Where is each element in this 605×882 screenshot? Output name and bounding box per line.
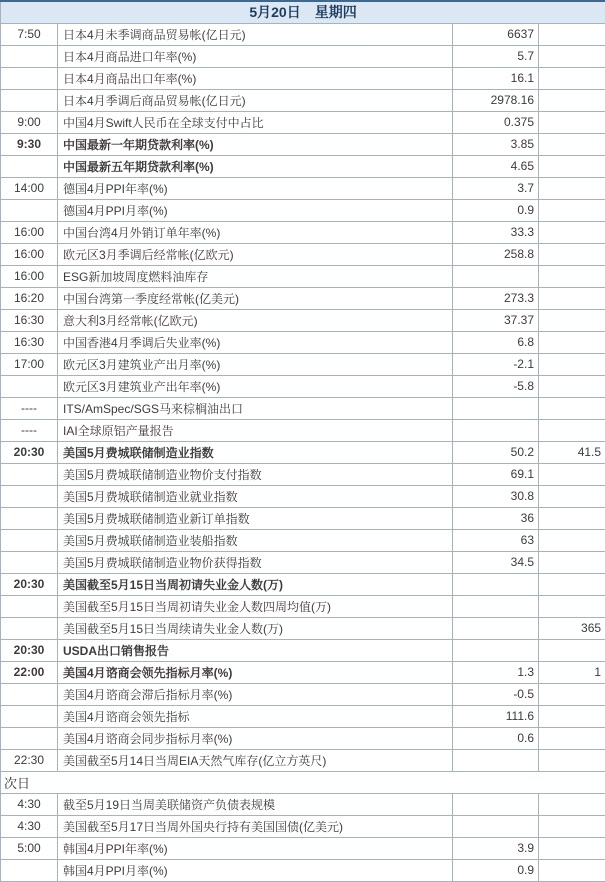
event-label: 美国5月费城联储制造业装船指数 <box>58 529 453 551</box>
time-cell <box>1 617 58 639</box>
event-label: IAI全球原铝产量报告 <box>58 419 453 441</box>
table-row <box>1 45 605 67</box>
actual-value-cell: -5.8 <box>453 375 539 397</box>
actual-value-cell <box>453 815 539 837</box>
time-cell <box>1 683 58 705</box>
secondary-value-cell <box>539 243 605 265</box>
table-row <box>1 265 605 287</box>
secondary-value-cell <box>539 375 605 397</box>
secondary-value-cell <box>539 309 605 331</box>
actual-value-cell: 63 <box>453 529 539 551</box>
table-row <box>1 111 605 133</box>
event-label: 欧元区3月建筑业产出年率(%) <box>58 375 453 397</box>
time-cell: 14:00 <box>1 177 58 199</box>
actual-value-cell: 6.8 <box>453 331 539 353</box>
secondary-value-cell <box>539 133 605 155</box>
secondary-value-cell <box>539 287 605 309</box>
actual-value-cell: 3.7 <box>453 177 539 199</box>
event-label: 美国5月费城联储制造业指数 <box>58 441 453 463</box>
event-label: 美国截至5月17日当周外国央行持有美国国债(亿美元) <box>58 815 453 837</box>
event-label: 日本4月商品进口年率(%) <box>58 45 453 67</box>
table-row <box>1 727 605 749</box>
table-row <box>1 177 605 199</box>
event-label: 截至5月19日当周美联储资产负债表规模 <box>58 793 453 815</box>
table-row <box>1 705 605 727</box>
actual-value-cell: 37.37 <box>453 309 539 331</box>
time-cell <box>1 859 58 881</box>
table-row <box>1 155 605 177</box>
actual-value-cell: 69.1 <box>453 463 539 485</box>
event-label: 德国4月PPI月率(%) <box>58 199 453 221</box>
time-cell <box>1 375 58 397</box>
time-cell: 7:50 <box>1 23 58 45</box>
secondary-value-cell <box>539 419 605 441</box>
event-label: 美国截至5月14日当周EIA天然气库存(亿立方英尺) <box>58 749 453 771</box>
secondary-value-cell <box>539 45 605 67</box>
secondary-value-cell <box>539 507 605 529</box>
secondary-value-cell <box>539 639 605 661</box>
event-label: 美国5月费城联储制造业物价支付指数 <box>58 463 453 485</box>
time-cell <box>1 705 58 727</box>
secondary-value-cell <box>539 859 605 881</box>
secondary-value-cell <box>539 485 605 507</box>
actual-value-cell: 0.375 <box>453 111 539 133</box>
time-cell: 5:00 <box>1 837 58 859</box>
table-row <box>1 859 605 881</box>
time-cell: 4:30 <box>1 793 58 815</box>
secondary-value-cell <box>539 265 605 287</box>
event-label: 中国台湾4月外销订单年率(%) <box>58 221 453 243</box>
table-row <box>1 749 605 771</box>
actual-value-cell: 36 <box>453 507 539 529</box>
actual-value-cell: 0.9 <box>453 199 539 221</box>
event-label: 日本4月未季调商品贸易帐(亿日元) <box>58 23 453 45</box>
secondary-value-cell <box>539 353 605 375</box>
table-row <box>1 507 605 529</box>
secondary-value-cell <box>539 815 605 837</box>
time-cell <box>1 507 58 529</box>
event-label: 美国截至5月15日当周初请失业金人数(万) <box>58 573 453 595</box>
event-label: 美国4月谘商会滞后指标月率(%) <box>58 683 453 705</box>
event-label: 中国4月Swift人民币在全球支付中占比 <box>58 111 453 133</box>
event-label: 德国4月PPI年率(%) <box>58 177 453 199</box>
section-label: 次日 <box>1 771 605 793</box>
table-row <box>1 89 605 111</box>
table-row <box>1 287 605 309</box>
table-row <box>1 529 605 551</box>
time-cell <box>1 155 58 177</box>
event-label: 美国4月谘商会领先指标 <box>58 705 453 727</box>
table-row <box>1 243 605 265</box>
table-row <box>1 221 605 243</box>
actual-value-cell: -2.1 <box>453 353 539 375</box>
secondary-value-cell: 41.5 <box>539 441 605 463</box>
event-label: 美国4月谘商会同步指标月率(%) <box>58 727 453 749</box>
time-cell: 16:00 <box>1 265 58 287</box>
time-cell: ---- <box>1 397 58 419</box>
actual-value-cell: 6637 <box>453 23 539 45</box>
table-row <box>1 353 605 375</box>
secondary-value-cell <box>539 551 605 573</box>
secondary-value-cell <box>539 199 605 221</box>
secondary-value-cell <box>539 155 605 177</box>
secondary-value-cell <box>539 683 605 705</box>
time-cell: 20:30 <box>1 441 58 463</box>
secondary-value-cell <box>539 67 605 89</box>
secondary-value-cell <box>539 111 605 133</box>
actual-value-cell <box>453 397 539 419</box>
table-row <box>1 485 605 507</box>
actual-value-cell: 30.8 <box>453 485 539 507</box>
table-row <box>1 595 605 617</box>
secondary-value-cell <box>539 595 605 617</box>
actual-value-cell: 16.1 <box>453 67 539 89</box>
secondary-value-cell: 365 <box>539 617 605 639</box>
actual-value-cell <box>453 265 539 287</box>
actual-value-cell: 33.3 <box>453 221 539 243</box>
table-row <box>1 463 605 485</box>
secondary-value-cell <box>539 463 605 485</box>
time-cell <box>1 727 58 749</box>
time-cell: 4:30 <box>1 815 58 837</box>
table-row <box>1 375 605 397</box>
event-label: 中国最新一年期贷款利率(%) <box>58 133 453 155</box>
secondary-value-cell <box>539 89 605 111</box>
actual-value-cell: 3.85 <box>453 133 539 155</box>
time-cell: ---- <box>1 419 58 441</box>
table-row <box>1 309 605 331</box>
event-label: 韩国4月PPI年率(%) <box>58 837 453 859</box>
table-row <box>1 793 605 815</box>
actual-value-cell: 258.8 <box>453 243 539 265</box>
event-label: 欧元区3月季调后经常帐(亿欧元) <box>58 243 453 265</box>
actual-value-cell: 50.2 <box>453 441 539 463</box>
time-cell: 16:00 <box>1 243 58 265</box>
time-cell: 16:20 <box>1 287 58 309</box>
table-row <box>1 199 605 221</box>
section-divider-row <box>1 771 605 793</box>
secondary-value-cell <box>539 573 605 595</box>
date-header-row <box>1 1 605 23</box>
actual-value-cell: 2978.16 <box>453 89 539 111</box>
table-row <box>1 837 605 859</box>
table-row <box>1 551 605 573</box>
time-cell <box>1 67 58 89</box>
actual-value-cell: 4.65 <box>453 155 539 177</box>
secondary-value-cell <box>539 529 605 551</box>
event-label: 中国台湾第一季度经常帐(亿美元) <box>58 287 453 309</box>
time-cell <box>1 199 58 221</box>
event-label: 日本4月季调后商品贸易帐(亿日元) <box>58 89 453 111</box>
secondary-value-cell <box>539 331 605 353</box>
table-row <box>1 683 605 705</box>
table-row <box>1 419 605 441</box>
secondary-value-cell <box>539 749 605 771</box>
actual-value-cell <box>453 419 539 441</box>
time-cell: 22:00 <box>1 661 58 683</box>
calendar-body <box>1 1 605 881</box>
table-row <box>1 441 605 463</box>
event-label: 中国香港4月季调后失业率(%) <box>58 331 453 353</box>
actual-value-cell <box>453 617 539 639</box>
time-cell <box>1 595 58 617</box>
secondary-value-cell <box>539 793 605 815</box>
event-label: 美国截至5月15日当周初请失业金人数四周均值(万) <box>58 595 453 617</box>
event-label: 美国4月谘商会领先指标月率(%) <box>58 661 453 683</box>
actual-value-cell: 5.7 <box>453 45 539 67</box>
event-label: 意大利3月经常帐(亿欧元) <box>58 309 453 331</box>
event-label: 美国5月费城联储制造业新订单指数 <box>58 507 453 529</box>
actual-value-cell: 34.5 <box>453 551 539 573</box>
actual-value-cell <box>453 573 539 595</box>
secondary-value-cell: 1 <box>539 661 605 683</box>
actual-value-cell <box>453 595 539 617</box>
actual-value-cell: 3.9 <box>453 837 539 859</box>
secondary-value-cell <box>539 177 605 199</box>
time-cell: 16:30 <box>1 309 58 331</box>
actual-value-cell <box>453 793 539 815</box>
time-cell <box>1 485 58 507</box>
time-cell: 20:30 <box>1 573 58 595</box>
table-row <box>1 815 605 837</box>
table-row <box>1 661 605 683</box>
time-cell <box>1 551 58 573</box>
time-cell: 20:30 <box>1 639 58 661</box>
actual-value-cell <box>453 749 539 771</box>
event-label: 美国截至5月15日当周续请失业金人数(万) <box>58 617 453 639</box>
actual-value-cell: 273.3 <box>453 287 539 309</box>
actual-value-cell: 111.6 <box>453 705 539 727</box>
secondary-value-cell <box>539 221 605 243</box>
secondary-value-cell <box>539 705 605 727</box>
actual-value-cell: 0.6 <box>453 727 539 749</box>
time-cell: 17:00 <box>1 353 58 375</box>
table-row <box>1 67 605 89</box>
event-label: ITS/AmSpec/SGS马来棕榈油出口 <box>58 397 453 419</box>
event-label: 美国5月费城联储制造业就业指数 <box>58 485 453 507</box>
event-label: ESG新加坡周度燃料油库存 <box>58 265 453 287</box>
actual-value-cell: -0.5 <box>453 683 539 705</box>
event-label: 韩国4月PPI月率(%) <box>58 859 453 881</box>
time-cell: 9:00 <box>1 111 58 133</box>
table-row <box>1 331 605 353</box>
secondary-value-cell <box>539 837 605 859</box>
event-label: 美国5月费城联储制造业物价获得指数 <box>58 551 453 573</box>
secondary-value-cell <box>539 23 605 45</box>
event-label: USDA出口销售报告 <box>58 639 453 661</box>
table-row <box>1 639 605 661</box>
time-cell <box>1 45 58 67</box>
time-cell: 9:30 <box>1 133 58 155</box>
event-label: 中国最新五年期贷款利率(%) <box>58 155 453 177</box>
time-cell: 16:30 <box>1 331 58 353</box>
time-cell <box>1 529 58 551</box>
event-label: 欧元区3月建筑业产出月率(%) <box>58 353 453 375</box>
table-row <box>1 397 605 419</box>
time-cell <box>1 463 58 485</box>
actual-value-cell <box>453 639 539 661</box>
secondary-value-cell <box>539 727 605 749</box>
actual-value-cell: 1.3 <box>453 661 539 683</box>
table-row <box>1 573 605 595</box>
actual-value-cell: 0.9 <box>453 859 539 881</box>
table-row <box>1 617 605 639</box>
time-cell: 22:30 <box>1 749 58 771</box>
time-cell: 16:00 <box>1 221 58 243</box>
time-cell <box>1 89 58 111</box>
event-label: 日本4月商品出口年率(%) <box>58 67 453 89</box>
table-row <box>1 23 605 45</box>
secondary-value-cell <box>539 397 605 419</box>
date-header: 5月20日 星期四 <box>1 1 605 23</box>
table-row <box>1 133 605 155</box>
